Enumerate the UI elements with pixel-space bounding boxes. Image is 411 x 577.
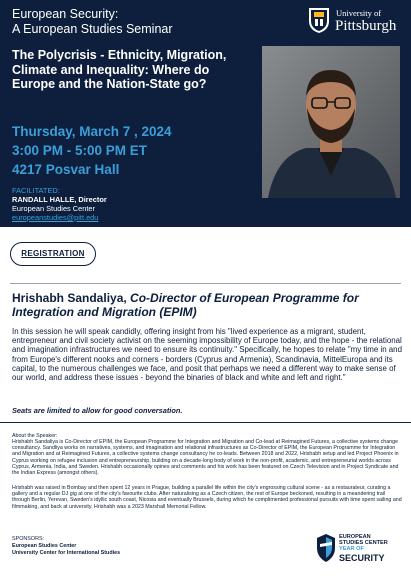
about-speaker-label: About the Speaker: bbox=[12, 433, 58, 439]
speaker-role: Co-Director of European Programme for Integration and Migration (EPIM) bbox=[12, 291, 359, 319]
seats-note: Seats are limited to allow for good conversation. bbox=[12, 406, 183, 415]
event-location: 4217 Posvar Hall bbox=[12, 162, 120, 177]
series-title bbox=[12, 7, 173, 37]
esc-logo-european: EUROPEAN bbox=[339, 534, 371, 540]
speaker-heading bbox=[12, 291, 402, 319]
esc-logo-studies-center: STUDIES CENTER bbox=[339, 540, 388, 547]
speaker-photo bbox=[262, 46, 400, 198]
event-header bbox=[0, 0, 411, 227]
esc-year-of-security-logo bbox=[316, 530, 404, 574]
speaker-name: Hrishabh Sandaliya, bbox=[12, 291, 127, 305]
logo-university-of: University of bbox=[336, 8, 382, 18]
registration-button[interactable]: REGISTRATION bbox=[10, 242, 96, 266]
esc-logo-year-of: YEAR OF bbox=[339, 546, 364, 552]
sponsors-block bbox=[12, 536, 232, 557]
sponsor-item: European Studies Center bbox=[12, 543, 77, 549]
sponsors-label: SPONSORS: bbox=[12, 536, 45, 542]
speaker-bio-paragraph-2: Hrishabh was raised in Bombay and then spent 12 years in Prague, building a parallel life within the city's engrossing cultural scene - as a restaurateur, curating a gallery and a regular DJ gig at one of the city's favourite clubs. After naturalising as a Czech citizen, the rest of Europe beckoned, resulting in a meandering trail through Berlin, Yerevan, Sweden's idyllic south coast, Nicosia and eventually Brussels, during which he complimented professional pursuits with time spent sailing and filmmaking, and back at university. Hrishabh was a 2023 Marshall Memorial Fellow. bbox=[12, 485, 402, 510]
speaker-bio-paragraph-1: Hrishabh Sandaliya is Co-Director of EPIM, the European Programme for Integration and Migration and Co-lead at Reimagined Futures, a collective systems change consultancy. Sandliya works on narratives, systems, and imagination and relational infrastructures as Co-Director of EPIM, the European Programme for Integration and Migration and at Reimagined Futures, a collective systems change consultancy he co-leads. Between 2018 and 2022, Hrishabh setup and led Project Phoenix in Cyprus working on refugee inclusion and entrepreneurship, building on a decade-long body of work in the non-profit, academic, and entrepreneurial worlds across Cyprus, Armenia, India, and Sweden. Hrishabh occasionally opines and comments and his work has been featured on Czech Television and in Project Syndicate and the Indian Express (amongst others). bbox=[12, 439, 399, 477]
series-title-line1: European Security: bbox=[12, 7, 119, 21]
session-description: In this session he will speak candidly, offering insight from his "lived experience as a migrant, student, entrepreneur and civil society activist on the seeming impossibility of Europe today, and the hope - the relational and imagination infrastructures we need to ensure its continuity." Specifically, he hopes to relate "my time in and from Europe's different nooks and corners - borders (Cyprus and Armenia), Scandinavia, MittelEuropa and its capital, to the numerous challenges we face, and posit that perhaps we need a different way to make sense of our world, and address these issues - beyond the binaries of black and white and left and right." bbox=[12, 327, 402, 383]
facilitator-block bbox=[12, 186, 242, 222]
event-time: 3:00 PM - 5:00 PM ET bbox=[12, 143, 148, 158]
pitt-logo bbox=[307, 6, 407, 36]
section-divider bbox=[10, 283, 401, 284]
sponsor-item: University Center for International Studies bbox=[12, 550, 121, 556]
facilitator-label: FACILITATED: bbox=[12, 186, 60, 195]
speaker-portrait-icon bbox=[262, 46, 400, 198]
facilitator-org: European Studies Center bbox=[12, 204, 95, 213]
shield-icon bbox=[316, 533, 336, 563]
series-title-line2: A European Studies Seminar bbox=[12, 22, 173, 36]
esc-logo-security: SECURITY bbox=[339, 553, 385, 563]
facilitator-name: RANDALL HALLE, Director bbox=[12, 195, 107, 204]
event-date: Thursday, March 7 , 2024 bbox=[12, 124, 172, 139]
logo-pittsburgh: Pittsburgh bbox=[335, 18, 397, 34]
facilitator-email-link[interactable]: europeanstudies@pitt.edu bbox=[12, 213, 99, 222]
pitt-seal-icon bbox=[307, 6, 331, 34]
event-topic: The Polycrisis - Ethnicity, Migration, Climate and Inequality: Where do Europe and the Nation-State go? bbox=[12, 48, 227, 91]
esc-logo-line1 bbox=[339, 534, 388, 547]
